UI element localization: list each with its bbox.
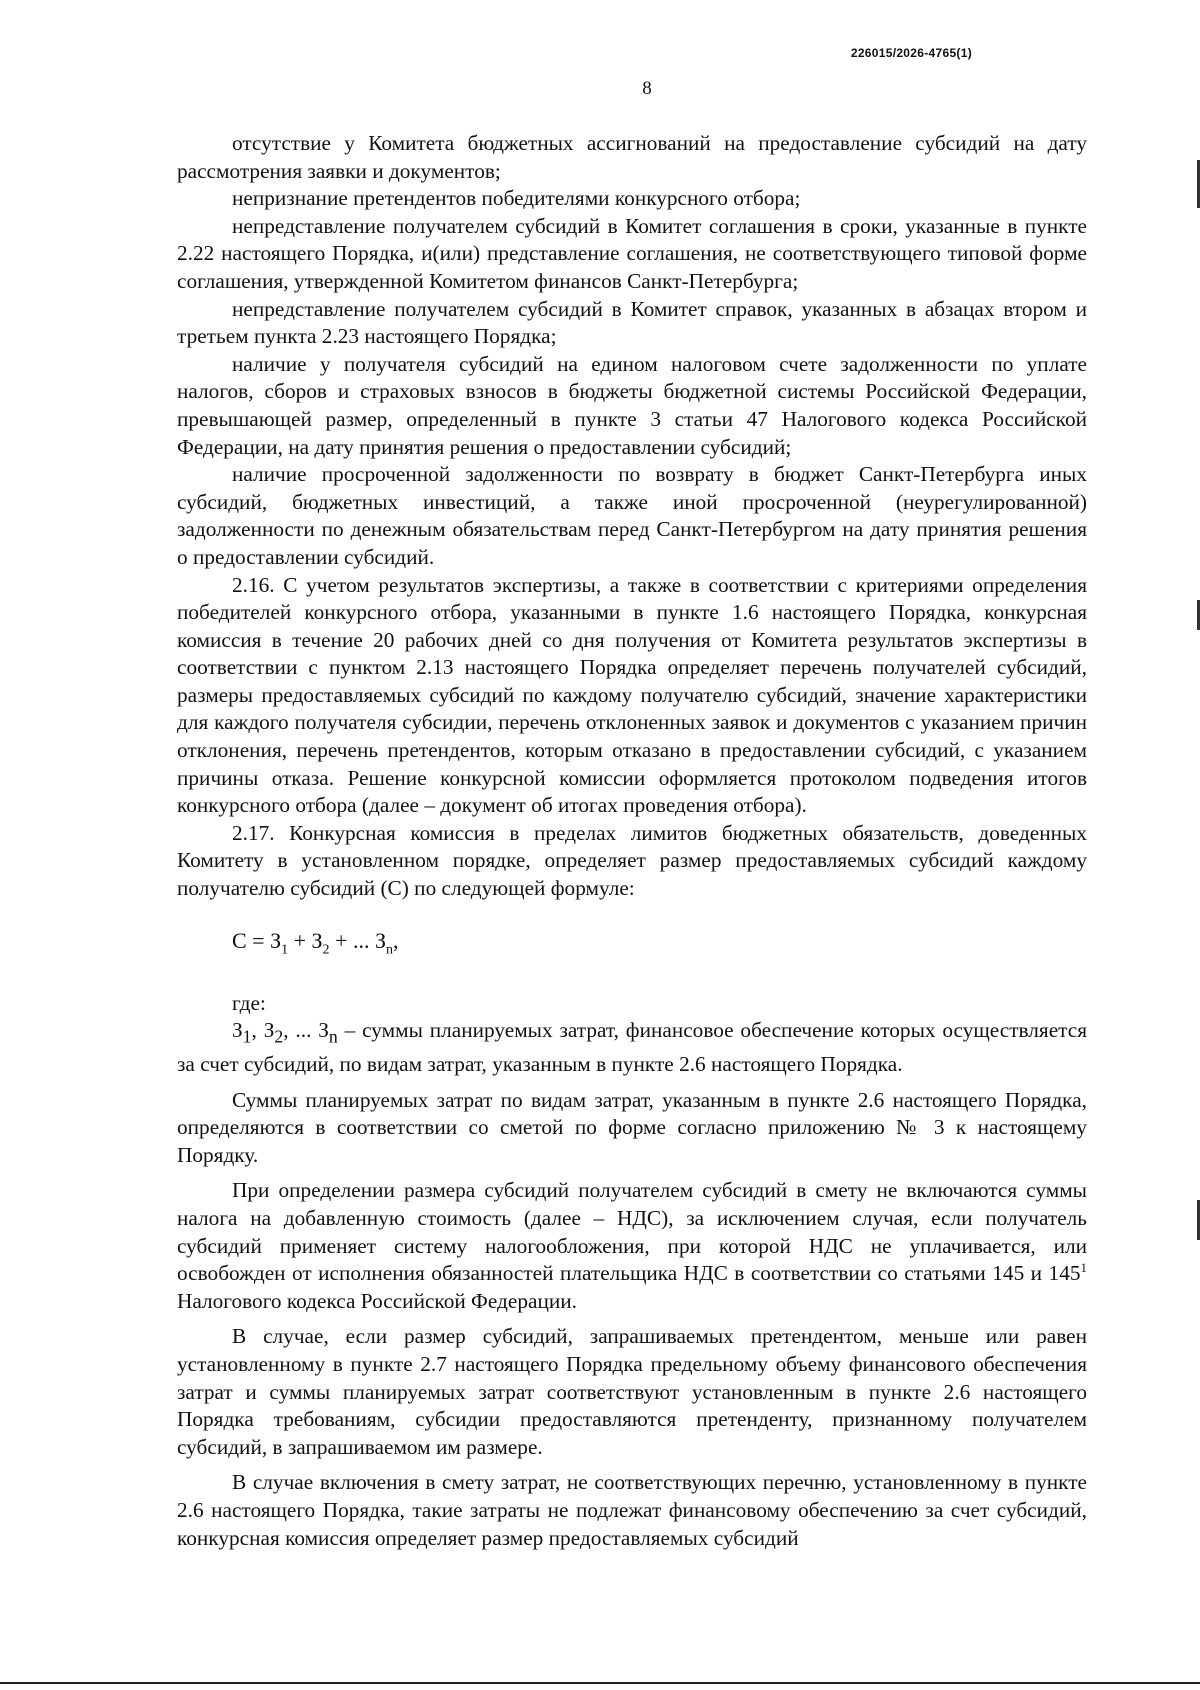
paragraph: непредставление получателем субсидий в Комитет справок, указанных в абзацах втором и третьем пункта 2.23 настоящего Порядка; [177, 296, 1087, 349]
paragraph-vat [177, 1177, 1087, 1315]
page-number: 8 [642, 78, 652, 99]
formula-subscript: 2 [322, 942, 330, 958]
document-body [177, 130, 1087, 1552]
paragraph: В случае, если размер субсидий, запрашиваемых претендентом, меньше или равен установленному в пункте 2.7 настоящего Порядка предельному объему финансового обеспечения затрат и суммы планируемых затрат соответствуют установленным в пункте 2.6 настоящего Порядка требованиям, субсидии предоставляются претенденту, признанному получателем субсидий, в запрашиваемом им размере. [177, 1324, 1087, 1459]
paragraph: отсутствие у Комитета бюджетных ассигнований на предоставление субсидий на дату рассмотрения заявки и документов; [177, 131, 1087, 183]
text-subscript: 2 [274, 1026, 284, 1047]
paragraph-2-16: 2.16. С учетом результатов экспертизы, а также в соответствии с критериями определения победителей конкурсного отбора, указанными в пункте 1.6 настоящего Порядка, конкурсная комиссия в течение 20 рабочих дней со дня получения от Комитета результатов экспертизы в соответствии с пунктом 2.13 настоящего Порядка определяет перечень получателей субсидий, размеры предоставляемых субсидий по каждому получателю субсидий, значение характеристики для каждого получателя субсидии, перечень отклоненных заявок и документов с указанием причин отклонения, перечень претендентов, которым отказано в предоставлении субсидий, с указанием причины отказа. Решение конкурсной комиссии оформляется протоколом подведения итогов конкурсного отбора (далее – документ об итогах проведения отбора). [177, 572, 1087, 818]
text-run: , З [251, 1018, 275, 1043]
formula-subscript: n [385, 942, 393, 958]
paragraph: непредставление получателем субсидий в Комитет соглашения в сроки, указанные в пункте 2.22 настоящего Порядка, и(или) представление соглашения, не соответствующего типовой форме соглашения, утвержденной Комитетом финансов Санкт-Петербурга; [177, 213, 1087, 293]
scan-bottom-edge [0, 1682, 1200, 1684]
text-subscript: 1 [242, 1026, 252, 1047]
formula-part: С = З [232, 927, 282, 953]
paragraph: В случае включения в смету затрат, не соответствующих перечню, установленному в пункте 2.6 настоящего Порядка, такие затраты не подлежат финансовому обеспечению за счет субсидий, конкурсная комиссия определяет размер предоставляемых субсидий [177, 1470, 1087, 1550]
text-superscript: 1 [1080, 1260, 1087, 1276]
text-run: Налогового кодекса Российской Федерации. [177, 1288, 577, 1313]
formula-part: , [392, 927, 399, 953]
text-run: , ... З [283, 1018, 329, 1043]
text-run: З [232, 1018, 243, 1043]
text-run: При определении размера субсидий получателем субсидий в смету не включаются суммы налога на добавленную стоимость (далее – НДС), за исключением случая, если получатель субсидий применяет систему налогообложения, при которой НДС не уплачивается, или освобожден от исполнения обязанностей плательщика НДС в соответствии со статьями 145 и 145 [177, 1178, 1087, 1286]
paragraph: наличие просроченной задолженности по возврату в бюджет Санкт-Петербурга иных субсидий, бюджетных инвестиций, а также иной просроченной (неурегулированной) задолженности по денежным обязательствам перед Санкт-Петербургом на дату принятия решения о предоставлении субсидий. [177, 462, 1087, 569]
paragraph-2-17: 2.17. Конкурсная комиссия в пределах лимитов бюджетных обязательств, доведенных Комитету в установленном порядке, определяет размер предоставляемых субсидий каждому получателю субсидий (С) по следующей формуле: [177, 820, 1087, 901]
formula-part: + ... З [329, 927, 386, 953]
paragraph: непризнание претендентов победителями конкурсного отбора; [232, 186, 801, 211]
formula-part: + З [288, 927, 323, 953]
subsidy-formula [177, 927, 1087, 964]
where-label: где: [232, 990, 266, 1015]
paragraph: наличие у получателя субсидий на едином налоговом счете задолженности по уплате налогов, сборов и страховых взносов в бюджеты бюджетной системы Российской Федерации, превышающей размер, определенный в пункте 3 статьи 47 Налогового кодекса Российской Федерации, на дату принятия решения о предоставлении субсидий; [177, 351, 1087, 459]
formula-explanation [177, 1017, 1087, 1078]
paragraph: Суммы планируемых затрат по видам затрат, указанным в пункте 2.6 настоящего Порядка, определяются в соответствии со сметой по форме согласно приложению № 3 к настоящему Порядку. [177, 1087, 1087, 1167]
text-subscript: n [328, 1026, 338, 1047]
text-run: – суммы планируемых затрат, финансовое обеспечение которых осуществляется за счет субсидий, по видам затрат, указанным в пункте 2.6 настоящего Порядка. [177, 1018, 1087, 1077]
document-registration-number: 226015/2026-4765(1) [850, 46, 972, 60]
formula-subscript: 1 [281, 942, 289, 958]
